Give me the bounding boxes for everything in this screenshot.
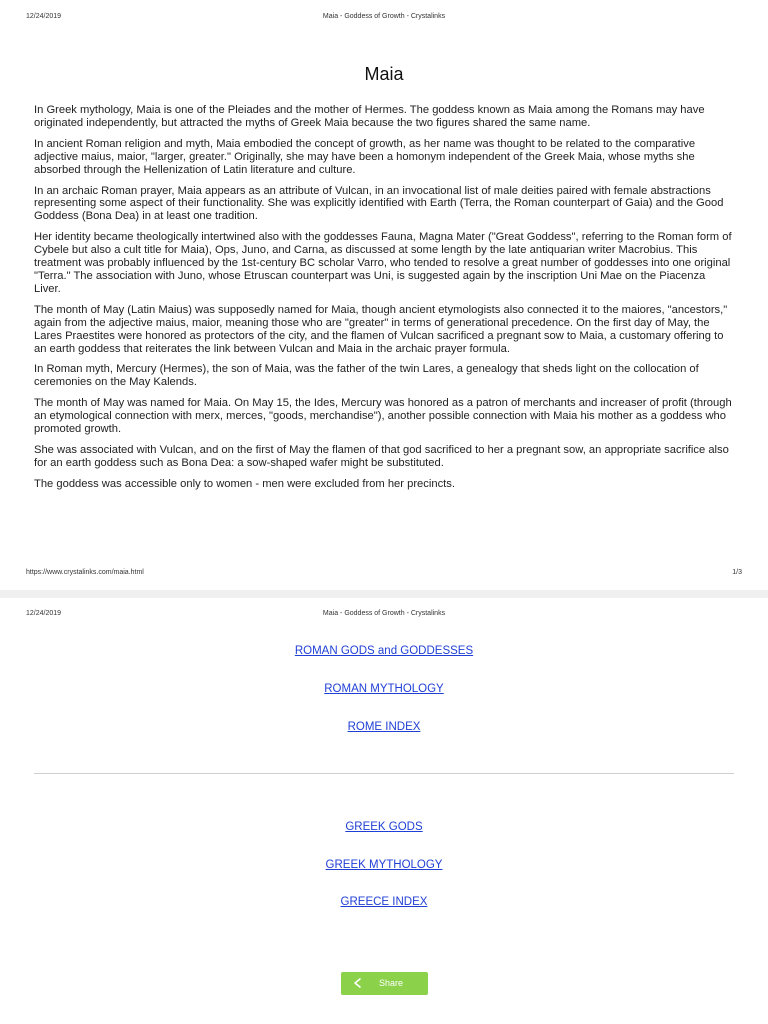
footer-page-number: 1/3 — [732, 569, 742, 576]
divider — [34, 773, 734, 774]
link-item — [0, 645, 768, 657]
article-body — [34, 104, 734, 499]
paragraph: In an archaic Roman prayer, Maia appears as an attribute of Vulcan, in an invocational list of male deities paired with female abstractions representing some aspect of their functionality. She was explicitly identified with Earth (Terra, the Roman counterpart of Gaia) and the Good Goddess (Bona Dea) in at least one tradition. — [34, 184, 724, 223]
link-item — [0, 896, 768, 908]
link-item — [0, 859, 768, 871]
paragraph: The month of May was named for Maia. On May 15, the Ides, Mercury was honored as a patron of merchants and increaser of profit (through an etymological connection with merx, merces, "goods, merchandise"), another possible connection with Maia his mother as a goddess who promoted growth. — [34, 397, 732, 436]
link-greek-gods[interactable]: GREEK GODS — [345, 821, 423, 833]
footer-url: https://www.crystalinks.com/maia.html — [26, 569, 144, 576]
link-item — [0, 821, 768, 833]
paragraph: Her identity became theologically intertwined also with the goddesses Fauna, Magna Mater ("Great Goddess", referring to the Roman form of Cybele but also a cult title for Maia), Ops, Juno, and Carna, as discussed at some length by the late antiquarian writer Macrobius. This treatment was probably influenced by the 1st-century BC scholar Varro, who tended to resolve a great number of goddesses into one original "Terra." The association with Juno, whose Etruscan counterpart was Uni, is suggested again by the inscription Uni Mae on the Piacenza Liver. — [34, 231, 732, 295]
share-button[interactable] — [341, 972, 428, 995]
link-rome-index[interactable]: ROME INDEX — [347, 721, 421, 733]
header-title: Maia - Goddess of Growth - Crystalinks — [322, 13, 446, 20]
share-icon — [352, 977, 364, 989]
paragraph: In Greek mythology, Maia is one of the Pleiades and the mother of Hermes. The goddess known as Maia among the Romans may have originated independently, but attracted the myths of Greek Maia because the two figures shared the same name. — [34, 104, 705, 129]
paragraph: In Roman myth, Mercury (Hermes), the son of Maia, was the father of the twin Lares, a genealogy that sheds light on the collocation of ceremonies on the May Kalends. — [34, 363, 699, 389]
link-greek-mythology[interactable]: GREEK MYTHOLOGY — [325, 859, 443, 871]
paragraph: She was associated with Vulcan, and on the first of May the flamen of that god sacrificed to her a pregnant sow, an appropriate sacrifice also for an earth goddess such as Bona Dea: a sow-shaped wafer might be substituted. — [34, 443, 729, 469]
header-date: 12/24/2019 — [26, 610, 62, 617]
paragraph: The month of May (Latin Maius) was supposedly named for Maia, though ancient etymologists also connected it to the maiores, "ancestors," again from the adjective maius, maior, meaning those who are "greater" in terms of generational precedence. On the first day of May, the Lares Praestites were honored as protectors of the city, and the flamen of Vulcan sacrificed a pregnant sow to Maia, a customary offering to an earth goddess that reiterates the link between Vulcan and Maia in the archaic prayer formula. — [34, 303, 728, 355]
header-date: 12/24/2019 — [26, 13, 62, 20]
link-item — [0, 721, 768, 733]
paragraph: In ancient Roman religion and myth, Maia embodied the concept of growth, as her name was thought to be related to the comparative adjective maius, maior, "larger, greater." Originally, she may have been a homonym independent of the Greek Maia, whose myths she absorbed through the Hellenization of Latin literature and culture. — [34, 137, 696, 176]
share-label: Share — [379, 978, 404, 988]
pdf-page-2 — [0, 598, 768, 1024]
paragraph: The goddess was accessible only to women - men were excluded from her precincts. — [34, 477, 455, 490]
link-greece-index[interactable]: GREECE INDEX — [340, 896, 428, 908]
link-roman-mythology[interactable]: ROMAN MYTHOLOGY — [324, 683, 444, 695]
link-roman-gods[interactable]: ROMAN GODS and GODDESSES — [294, 645, 474, 657]
link-item — [0, 683, 768, 695]
header-title: Maia - Goddess of Growth - Crystalinks — [322, 610, 446, 617]
page-title: Maia — [364, 64, 404, 84]
